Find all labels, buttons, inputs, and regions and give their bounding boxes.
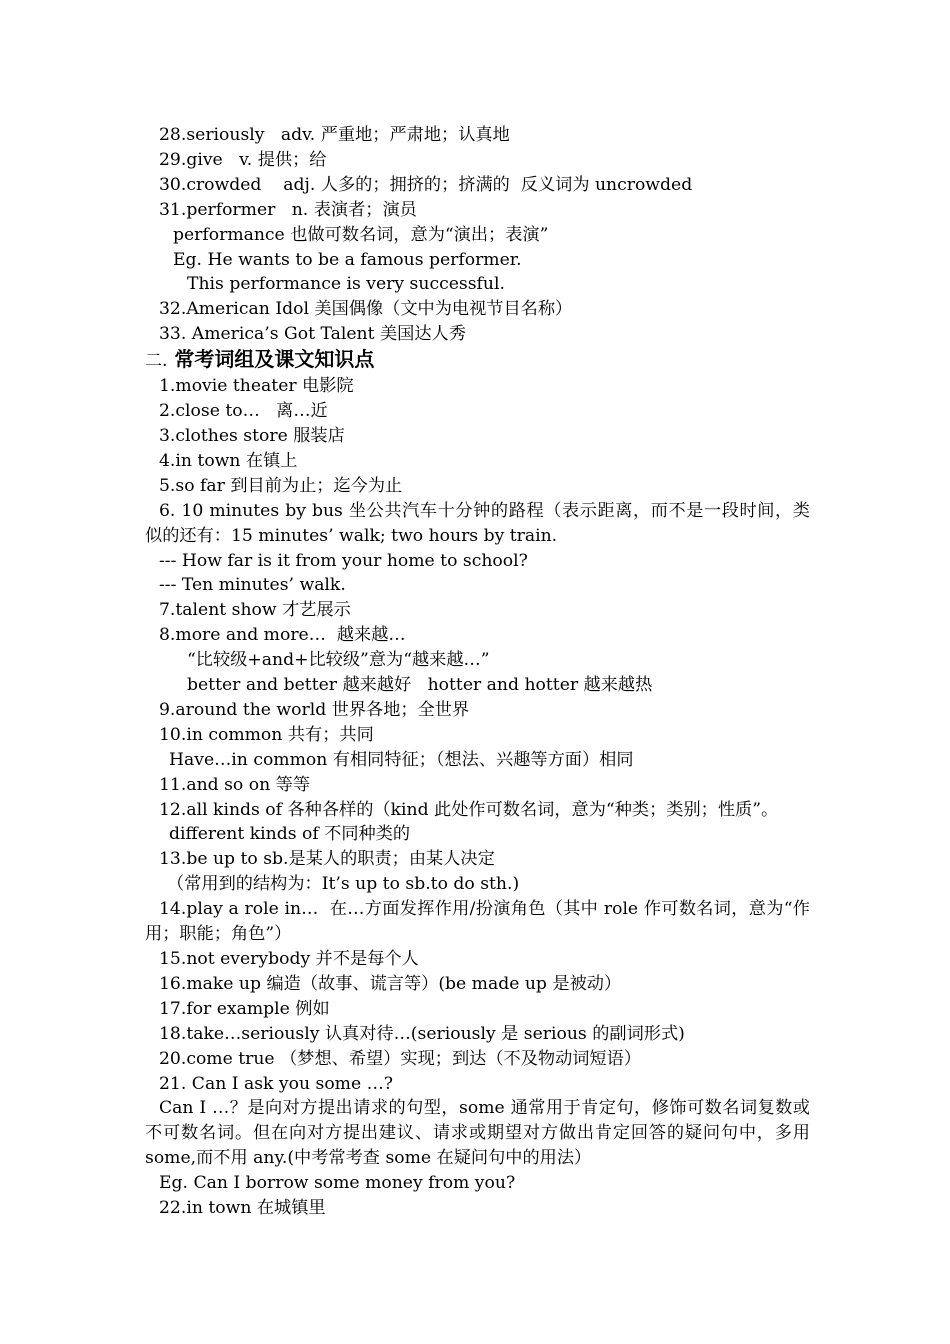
phrase-item-22: 22.in town 在城镇里: [159, 1198, 326, 1219]
phrase-item-20: 20.come true （梦想、希望）实现；到达（不及物动词短语）: [159, 1048, 642, 1069]
phrase-item-16: 16.make up 编造（故事、谎言等）(be made up 是被动）: [159, 973, 622, 994]
dialogue-answer: --- Ten minutes’ walk.: [159, 575, 346, 596]
phrase-item-12: 12.all kinds of 各种各样的（kind 此处作可数名词，意为“种类；类别；性质”。: [159, 799, 779, 820]
phrase-item-5: 5.so far 到目前为止；迄今为止: [159, 475, 403, 496]
phrase-example-some: Eg. Can I borrow some money from you?: [159, 1173, 516, 1194]
phrase-item-13: 13.be up to sb.是某人的职责；由某人决定: [159, 849, 495, 870]
phrase-item-15: 15.not everybody 并不是每个人: [159, 949, 419, 969]
phrase-item-9: 9.around the world 世界各地；全世界: [159, 699, 470, 720]
phrase-note-in-common: Have…in common 有相同特征；（想法、兴趣等方面）相同: [169, 749, 634, 770]
phrase-item-21: 21. Can I ask you some …?: [159, 1073, 394, 1094]
phrase-item-2: 2.close to… 离…近: [159, 401, 328, 422]
phrase-item-6: 6. 10 minutes by bus 坐公共汽车十分钟的路程（表示距离，而不是一段时间，类似的还有：15 minutes’ walk; two hours by train.: [145, 500, 810, 546]
phrase-item-18: 18.take…seriously 认真对待…(seriously 是 serious 的副词形式): [159, 1023, 685, 1044]
vocab-item-30: 30.crowded adj. 人多的；拥挤的；挤满的 反义词为 uncrowded: [159, 174, 693, 195]
dialogue-question: --- How far is it from your home to school?: [159, 550, 528, 571]
vocab-item-33: 33. America’s Got Talent 美国达人秀: [159, 324, 466, 345]
section-number: 二.: [145, 351, 168, 372]
phrase-item-11: 11.and so on 等等: [159, 774, 311, 795]
vocab-example-2: This performance is very successful.: [187, 274, 505, 295]
vocab-item-28: 28.seriously adv. 严重地；严肃地；认真地: [159, 125, 510, 145]
vocab-item-31: 31.performer n. 表演者；演员: [159, 199, 417, 220]
vocab-item-32: 32.American Idol 美国偶像（文中为电视节目名称）: [159, 299, 573, 320]
phrase-note-kinds: different kinds of 不同种类的: [169, 824, 411, 845]
phrase-item-4: 4.in town 在镇上: [159, 450, 298, 471]
section-heading: [145, 347, 810, 374]
phrase-note-up-to: （常用到的结构为：It’s up to sb.to do sth.): [167, 874, 520, 895]
section-title: 常考词组及课文知识点: [174, 347, 375, 372]
phrase-item-14: 14.play a role in… 在…方面发挥作用/扮演角色（其中 role 作可数名词，意为“作用；职能；角色”）: [145, 899, 810, 945]
phrase-example-comparative: better and better 越来越好 hotter and hotter 越来越热: [187, 675, 653, 696]
phrase-item-7: 7.talent show 才艺展示: [159, 600, 351, 621]
phrase-item-10: 10.in common 共有；共同: [159, 724, 374, 745]
vocab-item-29: 29.give v. 提供；给: [159, 149, 327, 170]
phrase-item-8: 8.more and more… 越来越…: [159, 625, 406, 646]
vocab-example-1: Eg. He wants to be a famous performer.: [173, 249, 522, 270]
phrase-item-3: 3.clothes store 服装店: [159, 425, 345, 446]
document-body: [145, 123, 810, 1221]
phrase-note-comparative: “比较级+and+比较级”意为“越来越…”: [187, 650, 490, 671]
vocab-note-performance: performance 也做可数名词，意为“演出；表演”: [173, 224, 549, 245]
phrase-note-some: Can I …？是向对方提出请求的句型，some 通常用于肯定句，修饰可数名词复数或不可数名词。但在向对方提出建议、请求或期望对方做出肯定回答的疑问句中，多用 some,而不用 any.(中考常考查 some 在疑问句中的用法）: [145, 1098, 810, 1169]
phrase-item-17: 17.for example 例如: [159, 998, 330, 1019]
phrase-item-1: 1.movie theater 电影院: [159, 376, 354, 397]
